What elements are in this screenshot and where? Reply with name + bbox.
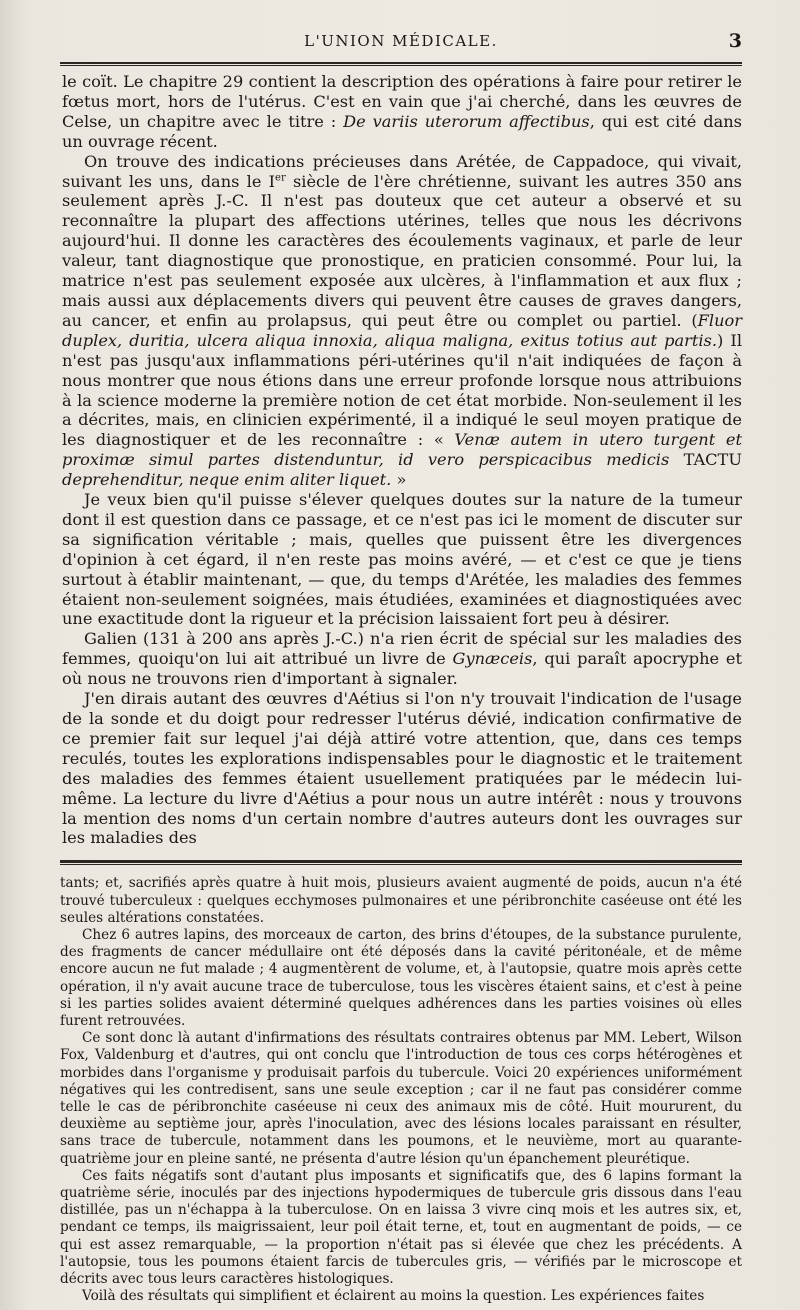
footnotes: [60, 875, 742, 1305]
tactu-word: TACTU: [683, 450, 742, 470]
paragraph-1-end: , qui est cité dans un ouvrage récent.: [62, 111, 742, 151]
gynaeceis-title: Gynæceis: [452, 649, 533, 669]
paragraph-2-text-b: siècle de l'ère chrétienne, suivant les autres 350 ans seulement après J.-C. Il n'est pas douteux que cet auteur a observé et su reconnaître la plupart des affections utérines, telles que nous les décrivons aujourd'hui. Il donne les caractères des écoulements vaginaux, et parle de leur valeur, tant diagnostique que pronostique, en praticien consommé. Pour lui, la matrice n'est pas seulement exposée aux ulcères, à l'inflammation et aux flux ; mais aussi aux déplacements divers qui peuvent être causes de graves dangers, au cancer, et enfin au prolapsus, qui peut être ou complet ou partiel. (: [62, 171, 742, 330]
footnote-rule: [60, 860, 742, 865]
main-text: [60, 72, 742, 848]
paragraph-2-text-c: ) Il n'est pas jusqu'aux inflammations péri-utérines qu'il n'ait indiquées de façon à nous montrer que nous étions dans une erreur profonde lorsque nous attribuions à la science moderne la première notion de cet état morbide. Non-seulement il les a décrites, mais, en clinicien expérimenté, il a indiqué le seul moyen pratique de les diagnostiquer et de les reconnaître : «: [62, 330, 742, 450]
running-title: L'UNION MÉDICALE.: [304, 32, 498, 50]
paragraph-4-text-a: Galien (131 à 200 ans après J.-C.) n'a rien écrit de spécial sur les maladies des femmes, quoiqu'on lui ait attribué un livre de: [62, 629, 742, 669]
footnote-paragraph-3: Ce sont donc là autant d'infirmations des résultats contraires obtenus par MM. Lebert, Wilson Fox, Valdenburg et d'autres, qui ont conclu que l'introduction de tous ces corps hétérogènes et morbides dans l'organisme y produisait parfois du tubercule. Voici 20 expériences uniformément négatives qui les contredisent, sans une seule exception ; car il ne faut pas considérer comme telle le cas de péribronchite caséeuse ni ceux des animaux mis de côté. Huit moururent, du deuxième au septième jour, après l'inoculation, avec des lésions locales paraissant en résulter, sans trace de tubercule, notamment dans les poumons, et le neuvième, mort au quarante-quatrième jour en pleine santé, ne présenta d'autre lésion qu'un épanchement pleurétique.: [60, 1030, 742, 1167]
latin-quote-3: deprehenditur, neque enim aliter liquet.: [62, 470, 392, 490]
footnote-paragraph-1: tants; et, sacrifiés après quatre à huit mois, plusieurs avaient augmenté de poids, aucun n'a été trouvé tuberculeux : quelques ecchymoses pulmonaires et une péribronchite caséeuse ont été les seules altérations constatées.: [60, 875, 742, 926]
footnote-paragraph-4: Ces faits négatifs sont d'autant plus imposants et significatifs que, des 6 lapins formant la quatrième série, inoculés par des injections hypodermiques de tubercule gris dissous dans l'eau distillée, pas un n'échappa à la tuberculose. On en laissa 3 vivre cinq mois et les autres six, et, pendant ce temps, ils maigrissaient, leur poil était terne, et, tout en augmentant de poids, — ce qui est assez remarquable, — la proportion n'était pas si élevée que chez les précédents. A l'autopsie, tous les poumons étaient farcis de tubercules gris, — vérifiés par le microscope et décrits avec tous leurs caractères histologiques.: [60, 1167, 742, 1288]
page-header: [60, 28, 742, 62]
footnote-paragraph-2: Chez 6 autres lapins, des morceaux de carton, des brins d'étoupes, de la substance purulente, des fragments de cancer médullaire ont été déposés dans la cavité péritonéale, et de même encore aucun ne fut malade ; 4 augmentèrent de volume, et, à l'autopsie, quatre mois après cette opération, il n'y avait aucune trace de tuberculose, tous les viscères étaient sains, et c'est à peine si les parties solides avaient déterminé quelques adhérences dans les parties voisines où elles furent retrouvées.: [60, 926, 742, 1029]
header-rule: [60, 62, 742, 66]
paragraph-1-text: le coït. Le chapitre 29 contient la description des opérations à faire pour retirer le fœtus mort, hors de l'utérus. C'est en vain que j'ai cherché, dans les œuvres de Celse, un chapitre avec le titre :: [62, 72, 742, 131]
paragraph-4-text-b: , qui paraît apocryphe et où nous ne trouvons rien d'important à signaler.: [62, 649, 742, 689]
footnote-paragraph-5: Voilà des résultats qui simplifient et éclairent au moins la question. Les expériences faites: [82, 1288, 705, 1305]
paragraph-2-text-a: On trouve des indications précieuses dans Arétée, de Cappadoce, qui vivait, suivant les uns, dans le I: [62, 151, 742, 191]
paragraph-1: [62, 72, 742, 152]
cited-title: De variis uterorum affectibus: [343, 111, 590, 131]
paragraph-5: J'en dirais autant des œuvres d'Aétius si l'on n'y trouvait l'indication de l'usage de la sonde et du doigt pour redresser l'utérus dévié, indication confirmative de ce premier fait sur lequel j'ai déjà attiré votre attention, que, dans ces temps reculés, toutes les explorations indispensables pour le diagnostic et le traitement des maladies des femmes étaient usuellement pratiquées par le médecin lui-même. La lecture du livre d'Aétius a pour nous un autre intérêt : nous y trouvons la mention des noms d'un certain nombre d'autres auteurs dont les ouvrages sur les maladies des: [62, 689, 742, 848]
paragraph-4: [62, 629, 742, 689]
paragraph-2: [62, 152, 742, 490]
page-number: 3: [728, 30, 742, 52]
latin-quote-2: Venæ autem in utero turgent et proximæ simul partes distenduntur, id vero perspicacibus medicis: [62, 430, 742, 470]
superscript-er: er: [275, 172, 286, 184]
paragraph-2-end: »: [391, 470, 407, 490]
latin-quote-1: Fluor duplex, duritia, ulcera aliqua innoxia, aliqua maligna, exitus totius aut partis.: [62, 310, 742, 350]
paragraph-3: Je veux bien qu'il puisse s'élever quelques doutes sur la nature de la tumeur dont il est question dans ce passage, et ce n'est pas ici le moment de discuter sur sa signification véritable ; mais, quelles que puissent être les divergences d'opinion à cet égard, il n'en reste pas moins avéré, — et c'est ce que je tiens surtout à établir maintenant, — que, du temps d'Arétée, les maladies des femmes étaient non-seulement soignées, mais étudiées, examinées et diagnostiquées avec une exactitude dont la rigueur et la précision laissaient fort peu à désirer.: [62, 490, 742, 629]
